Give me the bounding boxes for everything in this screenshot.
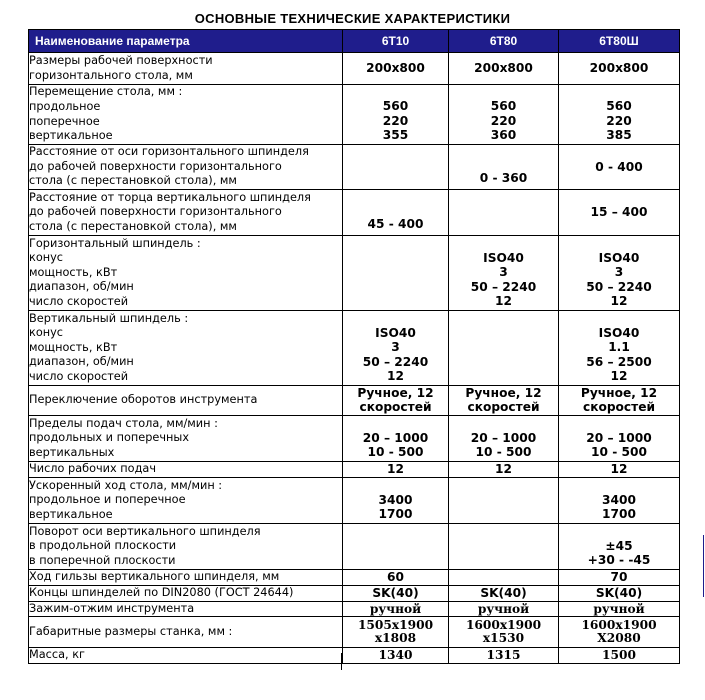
specifications-table bbox=[28, 29, 680, 664]
row-value-6t80sh: 3400 1700 bbox=[559, 478, 680, 524]
row-value-6t10: 560 220 355 bbox=[343, 85, 449, 145]
table-header-row bbox=[29, 30, 680, 53]
row-value-6t10: ISO40 3 50 – 2240 12 bbox=[343, 311, 449, 386]
table-row bbox=[29, 236, 680, 311]
header-model-6t80sh: 6Т80Ш bbox=[559, 30, 680, 53]
row-value-6t80 bbox=[449, 311, 559, 386]
row-value-6t80sh: 0 - 400 bbox=[559, 145, 680, 190]
row-value-6t80sh: 20 – 1000 10 - 500 bbox=[559, 416, 680, 462]
row-parameter: Расстояние от торца вертикального шпинделя до рабочей поверхности горизонтального стола (с перестановкой стола), мм bbox=[29, 190, 343, 236]
row-value-6t80 bbox=[449, 524, 559, 570]
row-parameter: Перемещение стола, мм : продольное поперечное вертикальное bbox=[29, 85, 343, 145]
row-value-6t80sh: ISO40 1.1 56 – 2500 12 bbox=[559, 311, 680, 386]
row-parameter: Переключение оборотов инструмента bbox=[29, 386, 343, 416]
table-row bbox=[29, 524, 680, 570]
row-value-6t10: 60 bbox=[343, 570, 449, 586]
row-value-6t10: 12 bbox=[343, 462, 449, 478]
table-row bbox=[29, 462, 680, 478]
bottom-divider-line bbox=[341, 653, 342, 670]
row-value-6t80sh: ISO40 3 50 – 2240 12 bbox=[559, 236, 680, 311]
row-parameter: Пределы подач стола, мм/мин : продольных и поперечных вертикальных bbox=[29, 416, 343, 462]
table-row bbox=[29, 617, 680, 648]
row-value-6t10: 20 – 1000 10 - 500 bbox=[343, 416, 449, 462]
row-value-6t80sh: 15 – 400 bbox=[559, 190, 680, 236]
row-value-6t80sh: ручной bbox=[559, 601, 680, 617]
table-row bbox=[29, 311, 680, 386]
row-value-6t80: 20 – 1000 10 - 500 bbox=[449, 416, 559, 462]
row-parameter: Ускоренный ход стола, мм/мин : продольное и поперечное вертикальное bbox=[29, 478, 343, 524]
row-value-6t80sh: SK(40) bbox=[559, 585, 680, 601]
row-value-6t10: ручной bbox=[343, 601, 449, 617]
row-parameter: Габаритные размеры станка, мм : bbox=[29, 617, 343, 648]
row-value-6t80sh: 560 220 385 bbox=[559, 85, 680, 145]
row-value-6t10: SK(40) bbox=[343, 585, 449, 601]
row-parameter: Размеры рабочей поверхности горизонтального стола, мм bbox=[29, 53, 343, 85]
table-row bbox=[29, 478, 680, 524]
row-value-6t80: ISO40 3 50 – 2240 12 bbox=[449, 236, 559, 311]
row-parameter: Число рабочих подач bbox=[29, 462, 343, 478]
row-value-6t80sh: 1600х1900 Х2080 bbox=[559, 617, 680, 648]
row-value-6t80 bbox=[449, 190, 559, 236]
row-value-6t80: ручной bbox=[449, 601, 559, 617]
row-value-6t80: SK(40) bbox=[449, 585, 559, 601]
row-value-6t80sh: Ручное, 12 скоростей bbox=[559, 386, 680, 416]
row-value-6t10 bbox=[343, 236, 449, 311]
table-row bbox=[29, 145, 680, 190]
row-value-6t80: Ручное, 12 скоростей bbox=[449, 386, 559, 416]
header-parameter: Наименование параметра bbox=[29, 30, 343, 53]
row-value-6t10 bbox=[343, 145, 449, 190]
row-value-6t10: 1505х1900 х1808 bbox=[343, 617, 449, 648]
row-value-6t10: 200х800 bbox=[343, 53, 449, 85]
row-value-6t80 bbox=[449, 478, 559, 524]
row-value-6t80: 1600х1900 х1530 bbox=[449, 617, 559, 648]
row-parameter: Поворот оси вертикального шпинделя в продольной плоскости в поперечной плоскости bbox=[29, 524, 343, 570]
header-model-6t10: 6Т10 bbox=[343, 30, 449, 53]
row-value-6t80: 200х800 bbox=[449, 53, 559, 85]
table-row bbox=[29, 416, 680, 462]
row-value-6t80sh: 70 bbox=[559, 570, 680, 586]
row-value-6t10 bbox=[343, 524, 449, 570]
table-row bbox=[29, 570, 680, 586]
row-value-6t80: 560 220 360 bbox=[449, 85, 559, 145]
row-value-6t80sh: ±45 +30 - -45 bbox=[559, 524, 680, 570]
row-parameter: Зажим-отжим инструмента bbox=[29, 601, 343, 617]
row-parameter: Горизонтальный шпиндель : конус мощность, кВт диапазон, об/мин число скоростей bbox=[29, 236, 343, 311]
table-row bbox=[29, 386, 680, 416]
row-parameter: Вертикальный шпиндель : конус мощность, кВт диапазон, об/мин число скоростей bbox=[29, 311, 343, 386]
table-row bbox=[29, 585, 680, 601]
table-row bbox=[29, 190, 680, 236]
row-value-6t80: 0 - 360 bbox=[449, 145, 559, 190]
row-value-6t80: 1315 bbox=[449, 648, 559, 664]
table-row bbox=[29, 53, 680, 85]
right-edge-line bbox=[703, 535, 704, 597]
page-title: ОСНОВНЫЕ ТЕХНИЧЕСКИЕ ХАРАКТЕРИСТИКИ bbox=[194, 11, 511, 26]
row-parameter: Концы шпинделей по DIN2080 (ГОСТ 24644) bbox=[29, 585, 343, 601]
header-model-6t80: 6Т80 bbox=[449, 30, 559, 53]
table-row bbox=[29, 85, 680, 145]
row-parameter: Ход гильзы вертикального шпинделя, мм bbox=[29, 570, 343, 586]
table-row bbox=[29, 601, 680, 617]
row-value-6t10: Ручное, 12 скоростей bbox=[343, 386, 449, 416]
row-value-6t80: 12 bbox=[449, 462, 559, 478]
row-value-6t80sh: 1500 bbox=[559, 648, 680, 664]
table-row bbox=[29, 648, 680, 664]
row-value-6t80 bbox=[449, 570, 559, 586]
row-parameter: Масса, кг bbox=[29, 648, 343, 664]
row-value-6t80sh: 12 bbox=[559, 462, 680, 478]
row-value-6t10: 1340 bbox=[343, 648, 449, 664]
row-value-6t10: 45 - 400 bbox=[343, 190, 449, 236]
row-value-6t10: 3400 1700 bbox=[343, 478, 449, 524]
row-value-6t80sh: 200х800 bbox=[559, 53, 680, 85]
row-parameter: Расстояние от оси горизонтального шпинделя до рабочей поверхности горизонтального стола (с перестановкой стола), мм bbox=[29, 145, 343, 190]
